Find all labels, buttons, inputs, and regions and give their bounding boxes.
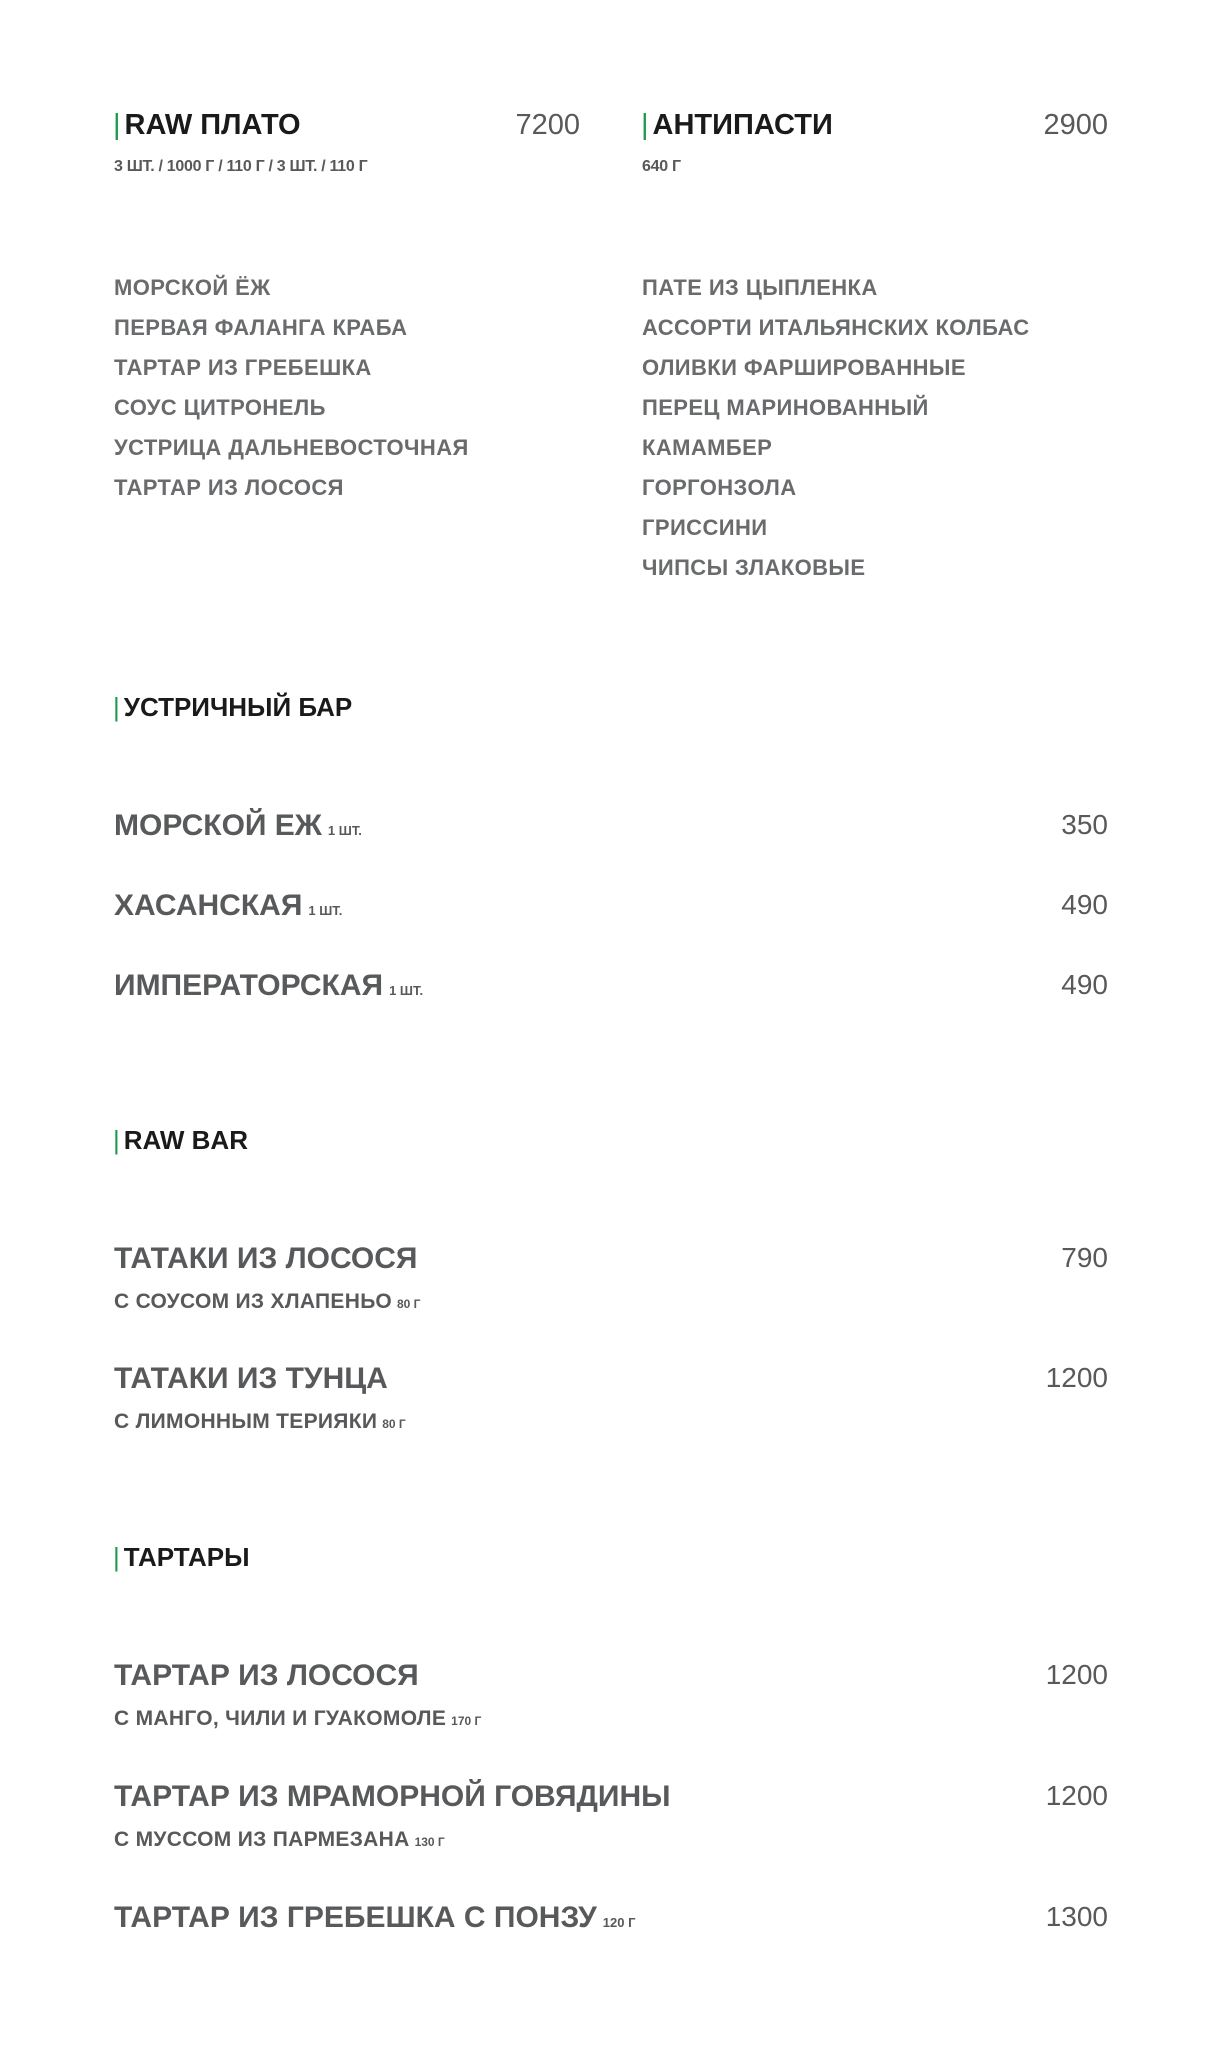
tartar-item-price: 1200 [1045, 1659, 1108, 1690]
tartar-item-desc [114, 1707, 481, 1731]
tartar-item-desc [114, 1828, 445, 1852]
oyster-bar-heading [113, 692, 352, 723]
antipasti-item: ОЛИВКИ ФАРШИРОВАННЫЕ [642, 355, 966, 380]
oyster-item-price: 490 [1061, 889, 1108, 920]
raw-bar-item-name: ТАТАКИ ИЗ ТУНЦА [114, 1362, 388, 1395]
tartars-title: ТАРТАРЫ [123, 1542, 250, 1572]
oyster-item-name: ИМПЕРАТОРСКАЯ [114, 969, 384, 1002]
antipasti-item: ГРИССИНИ [642, 515, 768, 540]
antipasti-item: ПЕРЕЦ МАРИНОВАННЫЙ [642, 395, 929, 420]
accent-bar: | [113, 692, 120, 722]
oyster-item [114, 889, 342, 923]
raw-plato-item: МОРСКОЙ ЁЖ [114, 275, 271, 300]
tartar-item-weight: 170 Г [451, 1714, 482, 1728]
raw-bar-item-desc-text: С ЛИМОННЫМ ТЕРИЯКИ [114, 1410, 378, 1433]
oyster-bar-title: УСТРИЧНЫЙ БАР [123, 692, 353, 722]
oyster-item-qty: 1 ШТ. [308, 903, 343, 918]
antipasti-item: АССОРТИ ИТАЛЬЯНСКИХ КОЛБАС [642, 315, 1030, 340]
raw-plato-title: RAW ПЛАТО [124, 109, 301, 141]
raw-bar-item-price: 790 [1061, 1242, 1108, 1273]
oyster-item-price: 350 [1061, 809, 1108, 840]
raw-bar-item-price: 1200 [1045, 1362, 1108, 1393]
raw-plato-price: 7200 [515, 109, 580, 141]
tartar-item-name: ТАРТАР ИЗ ГРЕБЕШКА С ПОНЗУ [114, 1901, 597, 1934]
antipasti-item: ЧИПСЫ ЗЛАКОВЫЕ [642, 555, 866, 580]
accent-bar: | [113, 1125, 120, 1155]
oyster-item-qty: 1 ШТ. [327, 823, 362, 838]
tartars-heading [113, 1542, 250, 1573]
raw-bar-item-desc [114, 1410, 406, 1434]
accent-bar: | [113, 1542, 120, 1572]
tartar-item-desc-text: С МАНГО, ЧИЛИ И ГУАКОМОЛЕ [114, 1707, 447, 1730]
oyster-item-name: МОРСКОЙ ЕЖ [114, 809, 322, 842]
antipasti-title: АНТИПАСТИ [652, 109, 833, 141]
oyster-item-price: 490 [1061, 969, 1108, 1000]
raw-plato-item: ПЕРВАЯ ФАЛАНГА КРАБА [114, 315, 408, 340]
oyster-item [114, 969, 423, 1003]
antipasti-item: ГОРГОНЗОЛА [642, 475, 797, 500]
raw-plato-item: ТАРТАР ИЗ ЛОСОСЯ [114, 475, 344, 500]
tartar-item-price: 1300 [1045, 1901, 1108, 1932]
raw-bar-item-weight: 80 Г [382, 1417, 406, 1431]
tartar-item-desc-text: С МУССОМ ИЗ ПАРМЕЗАНА [114, 1828, 410, 1851]
tartar-item-name: ТАРТАР ИЗ МРАМОРНОЙ ГОВЯДИНЫ [114, 1780, 671, 1813]
raw-plato-heading [113, 109, 301, 142]
raw-bar-title: RAW BAR [123, 1125, 248, 1155]
accent-bar: | [641, 109, 649, 141]
accent-bar: | [113, 109, 121, 141]
raw-bar-item-desc [114, 1290, 420, 1314]
raw-plato-item: ТАРТАР ИЗ ГРЕБЕШКА [114, 355, 372, 380]
raw-plato-weights: 3 ШТ. / 1000 Г / 110 Г / 3 ШТ. / 110 Г [114, 158, 368, 175]
raw-bar-item-desc-text: С СОУСОМ ИЗ ХЛАПЕНЬО [114, 1290, 392, 1313]
raw-plato-item: УСТРИЦА ДАЛЬНЕВОСТОЧНАЯ [114, 435, 469, 460]
oyster-item [114, 809, 362, 843]
antipasti-item: КАМАМБЕР [642, 435, 773, 460]
tartar-item-price: 1200 [1045, 1780, 1108, 1811]
oyster-item-qty: 1 ШТ. [389, 983, 424, 998]
raw-bar-item-weight: 80 Г [396, 1297, 421, 1311]
oyster-item-name: ХАСАНСКАЯ [114, 889, 303, 922]
raw-bar-heading [113, 1125, 248, 1156]
antipasti-weights: 640 Г [642, 158, 681, 175]
raw-bar-item-name: ТАТАКИ ИЗ ЛОСОСЯ [114, 1242, 418, 1275]
antipasti-price: 2900 [1043, 109, 1108, 141]
antipasti-item: ПАТЕ ИЗ ЦЫПЛЕНКА [642, 275, 878, 300]
antipasti-heading [641, 109, 833, 142]
tartar-item [114, 1901, 635, 1935]
tartar-item-qty: 120 Г [602, 1915, 636, 1930]
tartar-item-weight: 130 Г [414, 1835, 445, 1849]
raw-plato-item: СОУС ЦИТРОНЕЛЬ [114, 395, 326, 420]
tartar-item-name: ТАРТАР ИЗ ЛОСОСЯ [114, 1659, 419, 1692]
